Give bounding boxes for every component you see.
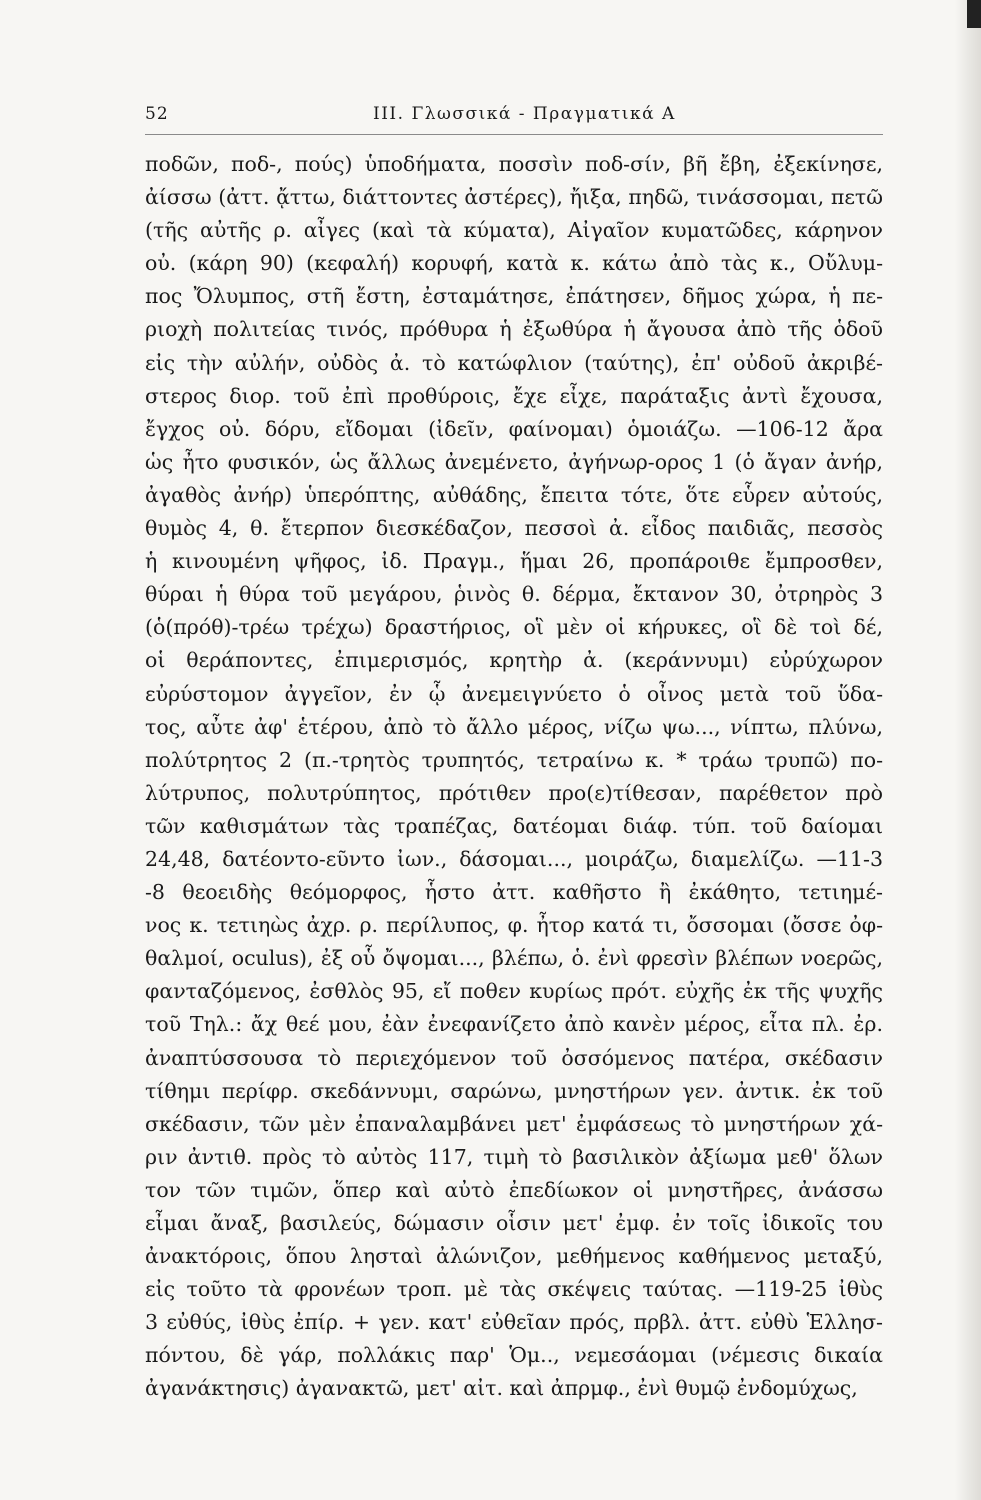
text-line: ἀγανάκτησις) ἀγανακτῶ, μετ' αἰτ. καὶ ἀπρμφ., ἐνὶ θυμῷ ἐνδομύχως,	[145, 1376, 858, 1401]
text-line: ριν ἀντιθ. πρὸς τὸ αὐτὸς 117, τιμὴ τὸ βασιλικὸν ἀξίωμα μεθ' ὅλων	[145, 1144, 883, 1169]
text-line: ὡς ἦτο φυσικόν, ὡς ἄλλως ἀνεμένετο, ἀγήνωρ-ορος 1 (ὁ ἄγαν ἀνήρ,	[145, 449, 883, 474]
text-line: πος Ὄλυμπος, στῆ ἔστη, ἐσταμάτησε, ἐπάτησεν, δῆμος χώρα, ἡ πε-	[145, 284, 883, 309]
text-line: σκέδασιν, τῶν μὲν ἐπαναλαμβάνει μετ' ἐμφάσεως τὸ μνηστήρων χά-	[145, 1111, 883, 1136]
text-line: νος κ. τετιηὼς ἀχρ. ρ. περίλυπος, φ. ἦτορ κατά τι, ὄσσομαι (ὄσσε ὀφ-	[145, 913, 883, 938]
commentary-text	[145, 148, 883, 1406]
text-line: ἀίσσω (ἀττ. ᾄττω, διάττοντες ἀστέρες), ἤιξα, πηδῶ, τινάσσομαι, πετῶ	[145, 185, 883, 210]
text-line: οὐ. (κάρη 90) (κεφαλή) κορυφή, κατὰ κ. κάτω ἀπὸ τὰς κ., Οὔλυμ-	[145, 251, 883, 276]
text-line: θυμὸς 4, θ. ἔτερπον διεσκέδαζον, πεσσοὶ ἀ. εἶδος παιδιᾶς, πεσσὸς	[145, 516, 883, 541]
text-line: εἶμαι ἄναξ, βασιλεύς, δώμασιν οἷσιν μετ' ἐμφ. ἐν τοῖς ἰδικοῖς του	[145, 1211, 883, 1235]
text-line: φανταζόμενος, ἐσθλὸς 95, εἴ ποθεν κυρίως πρότ. εὐχῆς ἐκ τῆς ψυχῆς	[145, 979, 883, 1004]
text-line: εἰς τὴν αὐλήν, οὐδὸς ἀ. τὸ κατώφλιον (ταύτης), ἐπ' οὐδοῦ ἀκριβέ-	[145, 350, 883, 375]
text-line: τος, αὖτε ἀφ' ἑτέρου, ἀπὸ τὸ ἄλλο μέρος, νίζω ψω..., νίπτω, πλύνω,	[145, 714, 883, 739]
text-line: ποδῶν, ποδ-, πούς) ὑποδήματα, ποσσὶν ποδ-σίν, βῆ ἔβη, ἐξεκίνησε,	[145, 152, 883, 176]
text-line: τῶν καθισμάτων τὰς τραπέζας, δατέομαι διάφ. τύπ. τοῦ δαίομαι	[145, 813, 883, 838]
scan-corner-mark	[967, 0, 981, 28]
text-line: θύραι ἡ θύρα τοῦ μεγάρου, ῥινὸς θ. δέρμα, ἔκτανον 30, ὀτρηρὸς 3	[145, 582, 883, 607]
text-line: ἀνακτόροις, ὅπου λησταὶ ἀλώνιζον, μεθήμενος καθήμενος μεταξύ,	[145, 1244, 883, 1269]
text-line: ἀγαθὸς ἀνήρ) ὑπερόπτης, αὐθάδης, ἔπειτα τότε, ὅτε εὗρεν αὐτούς,	[145, 482, 883, 507]
text-line: τον τῶν τιμῶν, ὅπερ καὶ αὐτὸ ἐπεδίωκον οἱ μνηστῆρες, ἀνάσσω	[145, 1177, 883, 1202]
text-line: εἰς τοῦτο τὰ φρονέων τροπ. μὲ τὰς σκέψεις ταύτας. —119-25 ἰθὺς	[145, 1277, 883, 1302]
text-line: ριοχὴ πολιτείας τινός, πρόθυρα ἡ ἐξωθύρα ἡ ἄγουσα ἀπὸ τῆς ὁδοῦ	[145, 317, 883, 342]
text-line: πόντου, δὲ γάρ, πολλάκις παρ' Ὁμ.., νεμεσάομαι (νέμεσις δικαία	[145, 1343, 883, 1368]
text-line: -8 θεοειδὴς θεόμορφος, ἧστο ἀττ. καθῆστο ἢ ἐκάθητο, τετιημέ-	[145, 880, 883, 905]
text-line: ἡ κινουμένη ψῆφος, ἰδ. Πραγμ., ἥμαι 26, προπάροιθε ἔμπροσθεν,	[145, 549, 883, 574]
header-rule	[145, 134, 883, 135]
text-line: ἀναπτύσσουσα τὸ περιεχόμενον τοῦ ὀσσόμενος πατέρα, σκέδασιν	[145, 1045, 883, 1070]
text-line: θαλμοί, oculus), ἐξ οὗ ὄψομαι..., βλέπω, ὁ. ἐνὶ φρεσὶν βλέπων νοερῶς,	[145, 946, 883, 971]
text-line: 24,48, δατέοντο-εῦντο ἰων., δάσομαι..., μοιράζω, διαμελίζω. —11-3	[145, 846, 883, 871]
page-number: 52	[145, 104, 169, 124]
text-line: πολύτρητος 2 (π.-τρητὸς τρυπητός, τετραίνω κ. * τράω τρυπῶ) πο-	[145, 747, 883, 772]
text-line: (ὁ(πρόθ)-τρέω τρέχω) δραστήριος, οἳ μὲν οἱ κήρυκες, οἳ δὲ τοὶ δέ,	[145, 615, 883, 640]
text-line: στερος διορ. τοῦ ἐπὶ προθύροις, ἔχε εἶχε, παράταξις ἀντὶ ἔχουσα,	[145, 383, 883, 408]
text-line: λύτρυπος, πολυτρύπητος, πρότιθεν προ(ε)τίθεσαν, παρέθετον πρὸ	[145, 780, 883, 805]
text-line: τοῦ Τηλ.: ἄχ θεέ μου, ἐὰν ἐνεφανίζετο ἀπὸ κανὲν μέρος, εἶτα πλ. ἐρ.	[145, 1012, 883, 1037]
running-head	[145, 104, 883, 130]
chapter-title: III. Γλωσσικά - Πραγματικά Α	[373, 104, 676, 124]
text-line: 3 εὐθύς, ἰθὺς ἐπίρ. + γεν. κατ' εὐθεῖαν πρός, πρβλ. ἀττ. εὐθὺ Ἑλλησ-	[145, 1310, 883, 1335]
text-line: εὐρύστομον ἀγγεῖον, ἐν ᾧ ἀνεμειγνύετο ὁ οἶνος μετὰ τοῦ ὕδα-	[145, 681, 883, 706]
text-line: (τῆς αὐτῆς ρ. αἶγες (καὶ τὰ κύματα), Αἰγαῖον κυματῶδες, κάρηνον	[145, 218, 883, 243]
text-line: ἔγχος οὐ. δόρυ, εἴδομαι (ἰδεῖν, φαίνομαι) ὁμοιάζω. —106-12 ἄρα	[145, 416, 883, 441]
text-line: οἱ θεράποντες, ἐπιμερισμός, κρητὴρ ἀ. (κεράννυμι) εὐρύχωρον	[145, 648, 883, 673]
page-edge-shadow	[955, 0, 981, 1500]
text-line: τίθημι περίφρ. σκεδάννυμι, σαρώνω, μνηστήρων γεν. ἀντικ. ἐκ τοῦ	[145, 1078, 883, 1103]
